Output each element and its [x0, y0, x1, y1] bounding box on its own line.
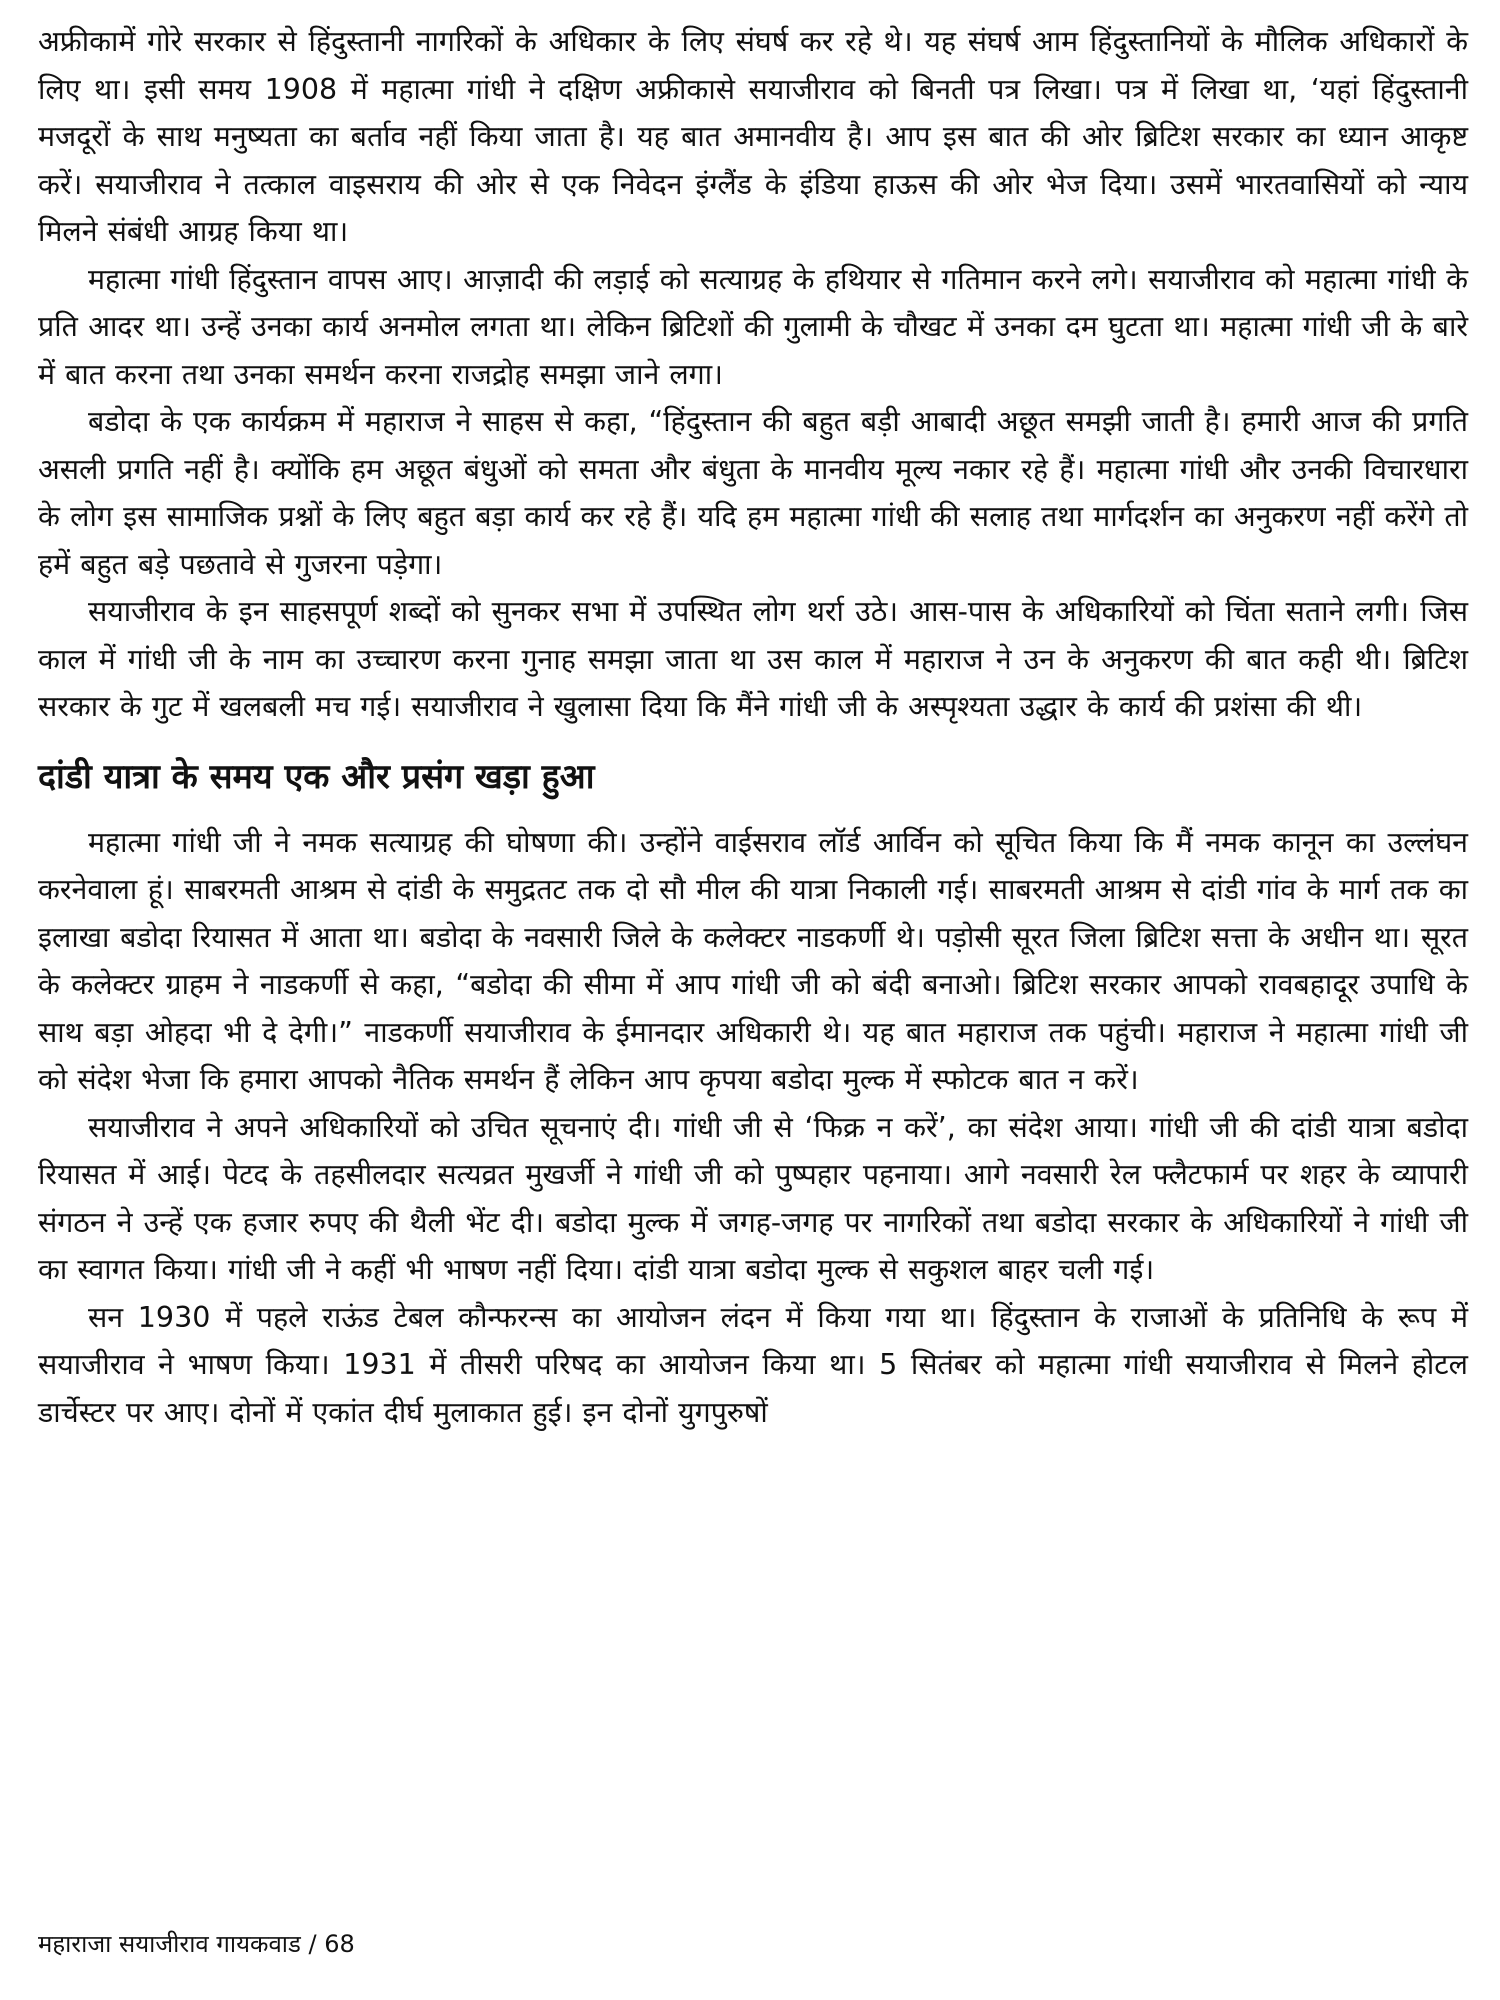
paragraph-2: महात्मा गांधी हिंदुस्तान वापस आए। आज़ादी की लड़ाई को सत्याग्रह के हथियार से गतिमान करने लगे। सयाजीराव को महात्मा गांधी के प्रति आदर था। उन्हें उनका कार्य अनमोल लगता था। लेकिन ब्रिटिशों की गुलामी के चौखट में उनका दम घुटता था। महात्मा गांधी जी के बारे में बात करना तथा उनका समर्थन करना राजद्रोह समझा जाने लगा। — [38, 262, 1468, 391]
paragraph-4: सयाजीराव के इन साहसपूर्ण शब्दों को सुनकर सभा में उपस्थित लोग थर्रा उठे। आस-पास के अधिकारियों को चिंता सताने लगी। जिस काल में गांधी जी के नाम का उच्चारण करना गुनाह समझा जाता था उस काल में महाराज ने उन के अनुकरण की बात कही थी। ब्रिटिश सरकार के गुट में खलबली मच गई। सयाजीराव ने खुलासा दिया कि मैंने गांधी जी के अस्पृश्यता उद्धार के कार्य की प्रशंसा की थी। — [38, 595, 1468, 723]
paragraph-7: सन 1930 में पहले राऊंड टेबल कौन्फरन्स का आयोजन लंदन में किया गया था। हिंदुस्तान के राजाओं के प्रतिनिधि के रूप में सयाजीराव ने भाषण किया। 1931 में तीसरी परिषद का आयोजन किया था। 5 सितंबर को महात्मा गांधी सयाजीराव से मिलने होटल डार्चेस्टर पर आए। दोनों में एकांत दीर्घ मुलाकात हुई। इन दोनों युगपुरुषों — [38, 1300, 1468, 1429]
paragraph-1: अफ्रीकामें गोरे सरकार से हिंदुस्तानी नागरिकों के अधिकार के लिए संघर्ष कर रहे थे। यह संघर्ष आम हिंदुस्तानियों के मौलिक अधिकारों के लिए था। इसी समय 1908 में महात्मा गांधी ने दक्षिण अफ्रीकासे सयाजीराव को बिनती पत्र लिखा। पत्र में लिखा था, ‘यहां हिंदुस्तानी मजदूरों के साथ मनुष्यता का बर्ताव नहीं किया जाता है। यह बात अमानवीय है। आप इस बात की ओर ब्रिटिश सरकार का ध्यान आकृष्ट करें। सयाजीराव ने तत्काल वाइसराय की ओर से एक निवेदन इंग्लैंड के इंडिया हाऊस की ओर भेज दिया। उसमें भारतवासियों को न्याय मिलने संबंधी आग्रह किया था। — [38, 25, 1468, 248]
page-footer: महाराजा सयाजीराव गायकवाड / 68 — [38, 1930, 355, 1958]
page-body — [38, 18, 1468, 1436]
paragraph-6: सयाजीराव ने अपने अधिकारियों को उचित सूचनाएं दी। गांधी जी से ‘फिक्र न करें’, का संदेश आया। गांधी जी की दांडी यात्रा बडोदा रियासत में आई। पेटद के तहसीलदार सत्यव्रत मुखर्जी ने गांधी जी को पुष्पहार पहनाया। आगे नवसारी रेल फ्लैटफार्म पर शहर के व्यापारी संगठन ने उन्हें एक हजार रुपए की थैली भेंट दी। बडोदा मुल्क में जगह-जगह पर नागरिकों तथा बडोदा सरकार के अधिकारियों ने गांधी जी का स्वागत किया। गांधी जी ने कहीं भी भाषण नहीं दिया। दांडी यात्रा बडोदा मुल्क से सकुशल बाहर चली गई। — [38, 1110, 1468, 1286]
section-heading: दांडी यात्रा के समय एक और प्रसंग खड़ा हुआ — [38, 756, 595, 797]
paragraph-5: महात्मा गांधी जी ने नमक सत्याग्रह की घोषणा की। उन्होंने वाईसराव लॉर्ड आर्विन को सूचित किया कि मैं नमक कानून का उल्लंघन करनेवाला हूं। साबरमती आश्रम से दांडी के समुद्रतट तक दो सौ मील की यात्रा निकाली गई। साबरमती आश्रम से दांडी गांव के मार्ग तक का इलाखा बडोदा रियासत में आता था। बडोदा के नवसारी जिले के कलेक्टर नाडकर्णी थे। पड़ोसी सूरत जिला ब्रिटिश सत्ता के अधीन था। सूरत के कलेक्टर ग्राहम ने नाडकर्णी से कहा, “बडोदा की सीमा में आप गांधी जी को बंदी बनाओ। ब्रिटिश सरकार आपको रावबहादूर उपाधि के साथ बड़ा ओहदा भी दे देगी।” नाडकर्णी सयाजीराव के ईमानदार अधिकारी थे। यह बात महाराज तक पहुंची। महाराज ने महात्मा गांधी जी को संदेश भेजा कि हमारा आपको नैतिक समर्थन हैं लेकिन आप कृपया बडोदा मुल्क में स्फोटक बात न करें। — [38, 825, 1468, 1096]
paragraph-3: बडोदा के एक कार्यक्रम में महाराज ने साहस से कहा, “हिंदुस्तान की बहुत बड़ी आबादी अछूत समझी जाती है। हमारी आज की प्रगति असली प्रगति नहीं है। क्योंकि हम अछूत बंधुओं को समता और बंधुता के मानवीय मूल्य नकार रहे हैं। महात्मा गांधी और उनकी विचारधारा के लोग इस सामाजिक प्रश्नों के लिए बहुत बड़ा कार्य कर रहे हैं। यदि हम महात्मा गांधी की सलाह तथा मार्गदर्शन का अनुकरण नहीं करेंगे तो हमें बहुत बड़े पछतावे से गुजरना पड़ेगा। — [38, 405, 1468, 581]
